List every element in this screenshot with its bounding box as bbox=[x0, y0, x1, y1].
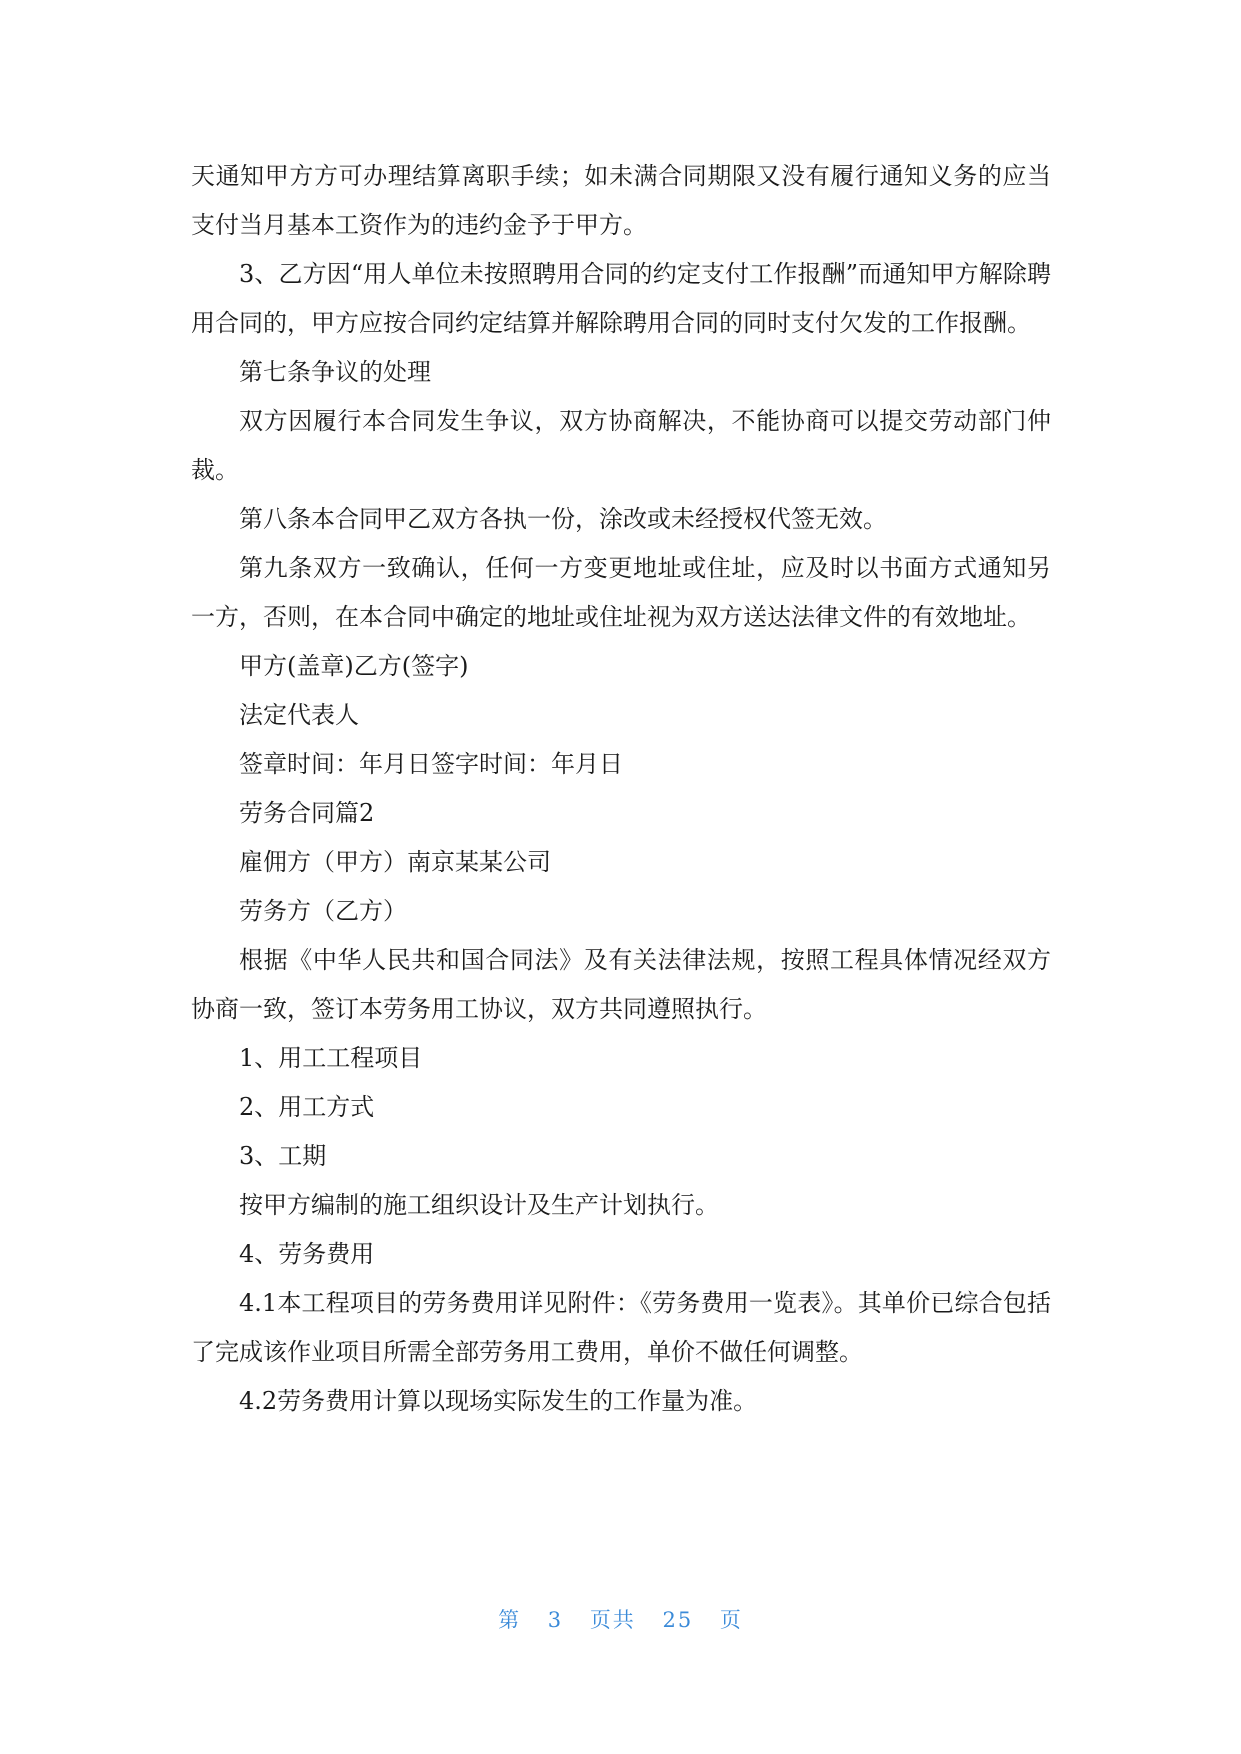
paragraph: 4.2劳务费用计算以现场实际发生的工作量为准。 bbox=[239, 1387, 758, 1415]
signature-line: 甲方(盖章)乙方(签字) bbox=[239, 652, 469, 680]
list-item: 1、用工工程项目 bbox=[239, 1044, 423, 1072]
paragraph: 4.1本工程项目的劳务费用详见附件：《劳务费用一览表》。其单价已综合包括了完成该作业项目所需全部劳务用工费用，单价不做任何调整。 bbox=[191, 1289, 1051, 1366]
paragraph: 根据《中华人民共和国合同法》及有关法律法规，按照工程具体情况经双方协商一致，签订本劳务用工协议，双方共同遵照执行。 bbox=[191, 946, 1051, 1023]
footer-page-number: 3 bbox=[547, 1608, 564, 1632]
list-item: 4、劳务费用 bbox=[239, 1240, 375, 1268]
paragraph: 第九条双方一致确认，任何一方变更地址或住址，应及时以书面方式通知另一方，否则，在本合同中确定的地址或住址视为双方送达法律文件的有效地址。 bbox=[191, 554, 1051, 631]
signature-line: 法定代表人 bbox=[239, 701, 359, 729]
paragraph: 雇佣方（甲方）南京某某公司 bbox=[239, 848, 551, 876]
document-body bbox=[191, 152, 1051, 1426]
footer-middle: 页共 bbox=[589, 1608, 636, 1632]
paragraph: 第八条本合同甲乙双方各执一份，涂改或未经授权代签无效。 bbox=[239, 505, 887, 533]
list-item: 2、用工方式 bbox=[239, 1093, 375, 1121]
paragraph: 劳务方（乙方） bbox=[239, 897, 407, 925]
footer-suffix: 页 bbox=[719, 1608, 743, 1632]
section-heading: 第七条争议的处理 bbox=[239, 358, 431, 386]
footer-prefix: 第 bbox=[498, 1608, 522, 1632]
list-item: 3、工期 bbox=[239, 1142, 327, 1170]
paragraph: 3、乙方因“用人单位未按照聘用合同的约定支付工作报酬”而通知甲方解除聘用合同的，甲方应按合同约定结算并解除聘用合同的同时支付欠发的工作报酬。 bbox=[191, 260, 1051, 337]
paragraph: 双方因履行本合同发生争议，双方协商解决，不能协商可以提交劳动部门仲裁。 bbox=[191, 407, 1051, 484]
page-footer bbox=[0, 1604, 1241, 1634]
footer-total-pages: 25 bbox=[662, 1608, 694, 1632]
section-heading: 劳务合同篇2 bbox=[239, 799, 375, 827]
paragraph: 按甲方编制的施工组织设计及生产计划执行。 bbox=[239, 1191, 719, 1219]
paragraph: 天通知甲方方可办理结算离职手续；如未满合同期限又没有履行通知义务的应当支付当月基本工资作为的违约金予于甲方。 bbox=[191, 162, 1051, 239]
signature-line: 签章时间：年月日签字时间：年月日 bbox=[239, 750, 623, 778]
